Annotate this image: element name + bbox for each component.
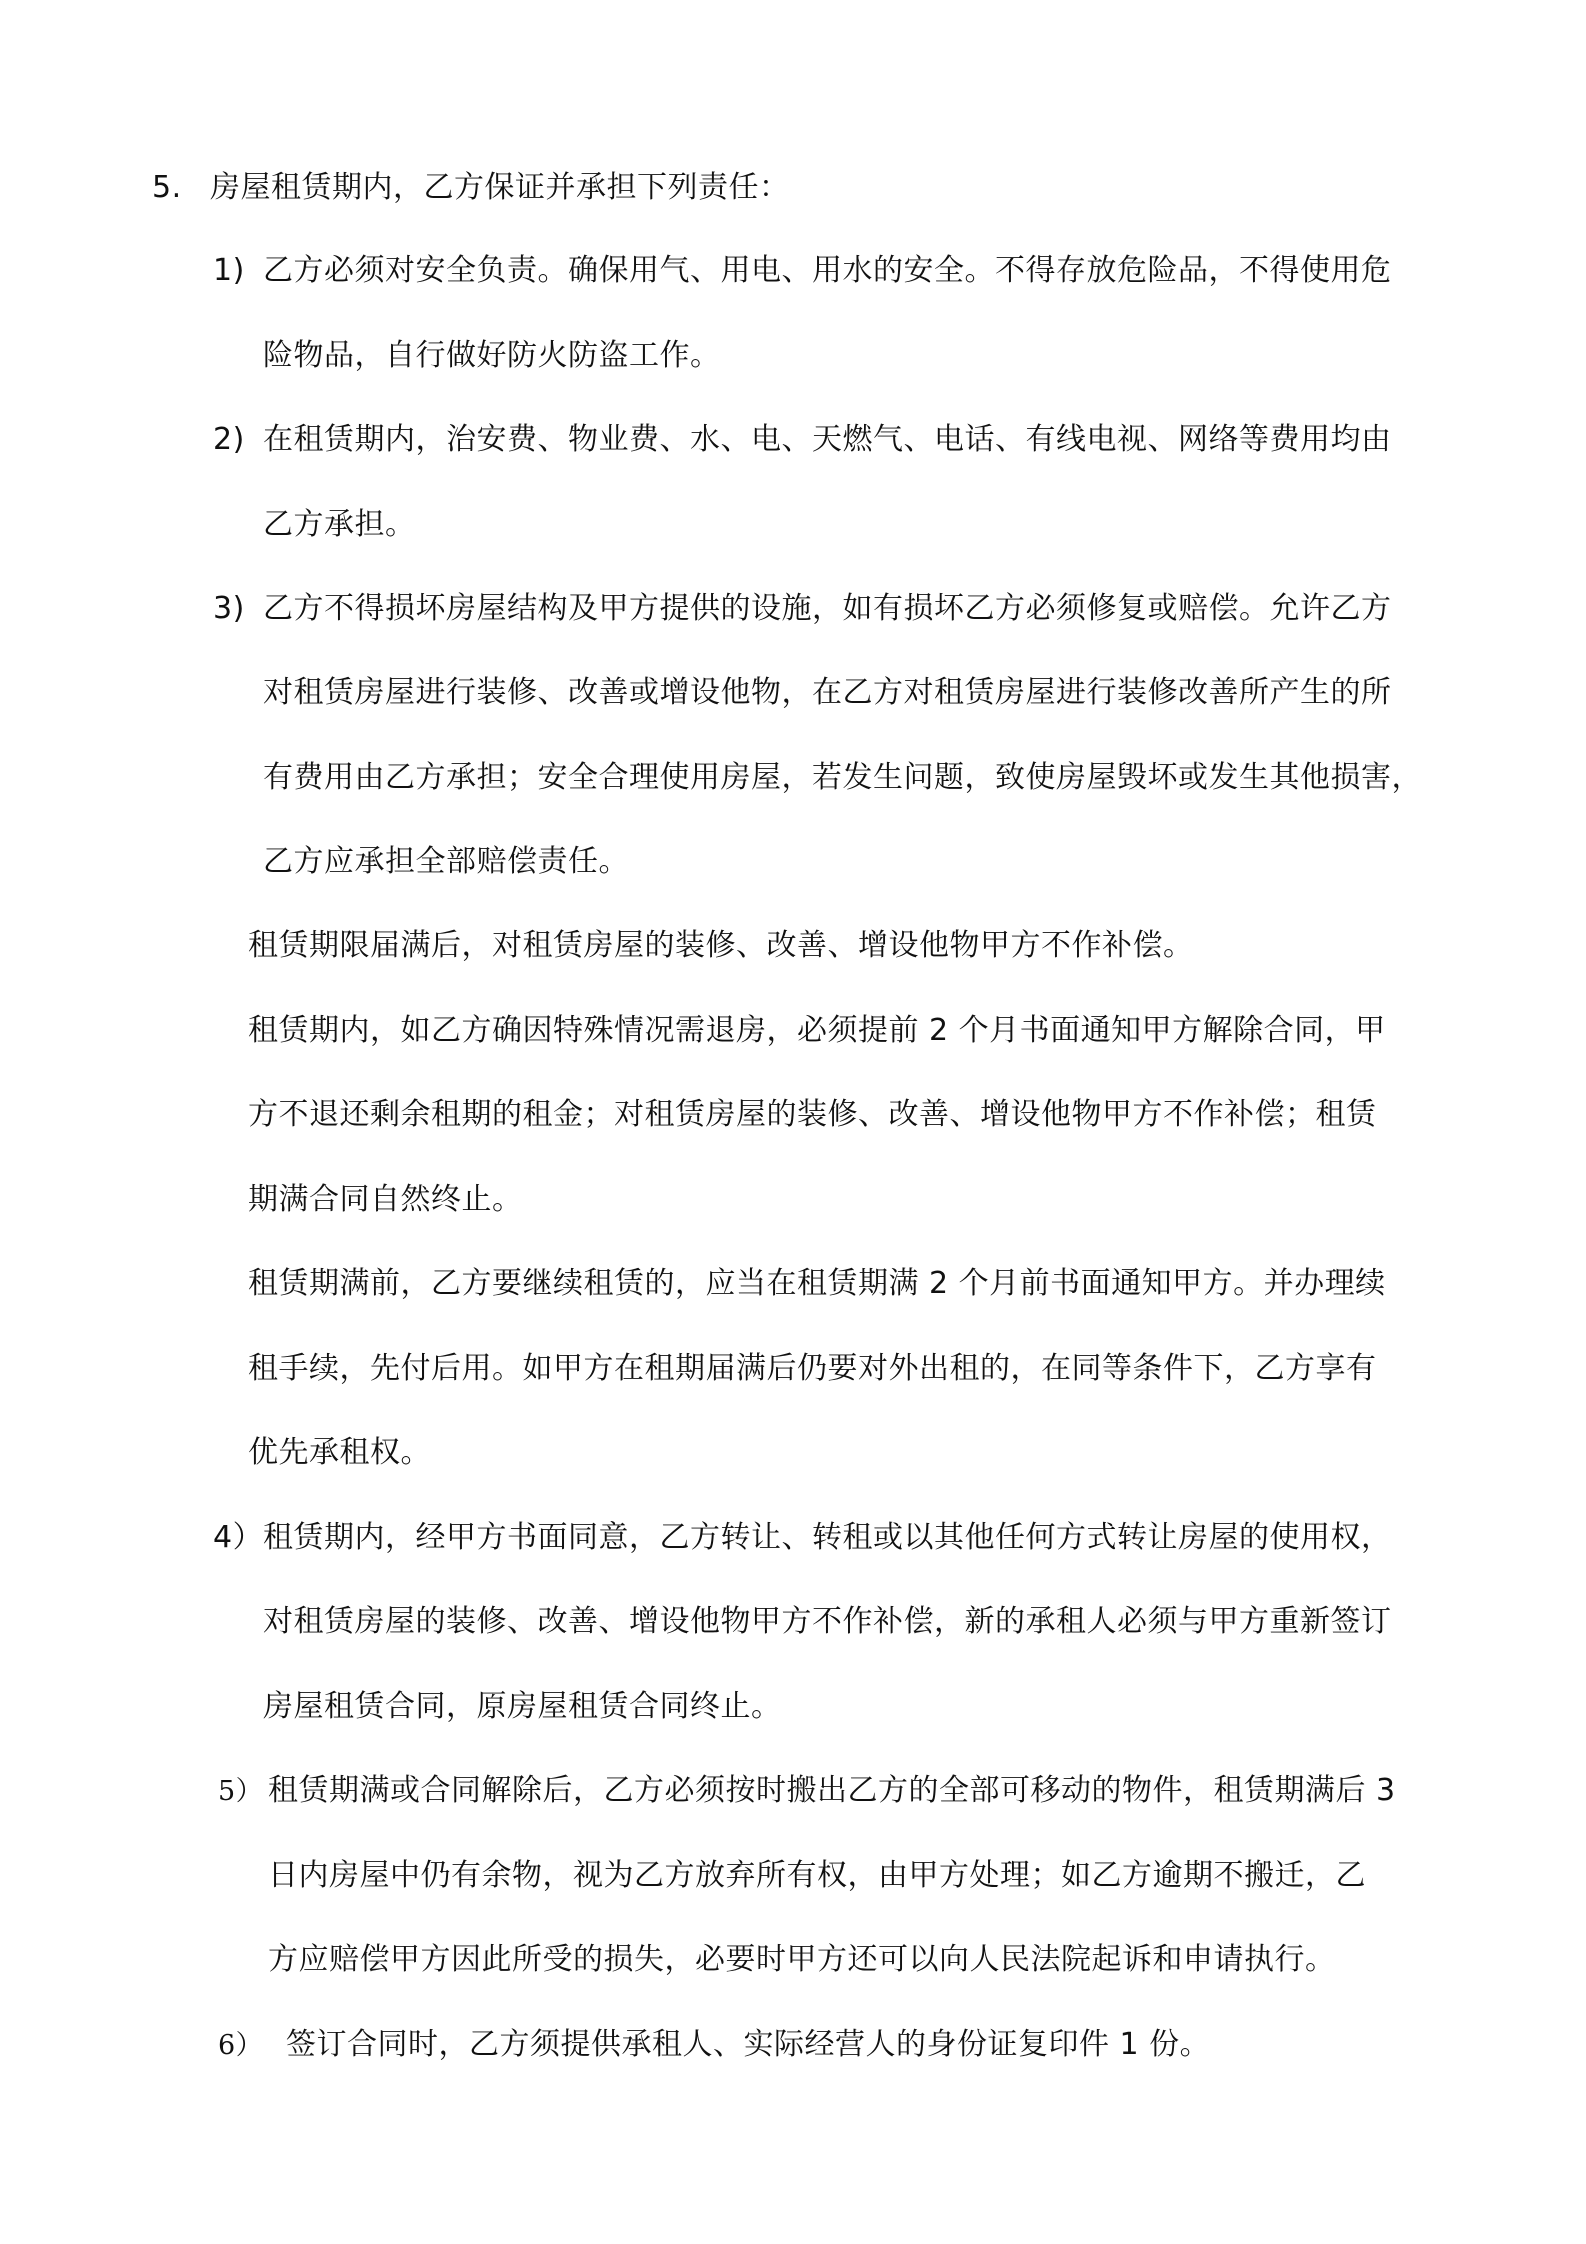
- item-1-text: 乙方必须对安全负责。确保用气、用电、用水的安全。不得存放危险品，不得使用危: [263, 253, 1392, 288]
- section-heading: [152, 168, 790, 208]
- paragraph-1-line-1: 租赁期限届满后，对租赁房屋的装修、改善、增设他物甲方不作补偿。: [248, 928, 1194, 963]
- item-4-text: 租赁期内，经甲方书面同意，乙方转让、转租或以其他任何方式转让房屋的使用权，: [263, 1520, 1392, 1555]
- item-2-line-2: 乙方承担。: [263, 507, 416, 542]
- item-4-line-2: 对租赁房屋的装修、改善、增设他物甲方不作补偿，新的承租人必须与甲方重新签订: [263, 1604, 1392, 1639]
- item-5-line-2: 日内房屋中仍有余物，视为乙方放弃所有权，由甲方处理；如乙方逾期不搬迁，乙: [268, 1858, 1366, 1893]
- paragraph-3-line-1: 租赁期满前，乙方要继续租赁的，应当在租赁期满 2 个月前书面通知甲方。并办理续: [248, 1266, 1386, 1301]
- item-4-number: 4）: [213, 1520, 264, 1555]
- item-3-line-1: [213, 589, 1392, 629]
- item-5-number: 5）: [218, 1776, 264, 1807]
- item-1-number: 1): [213, 253, 245, 288]
- item-5-line-1: [218, 1771, 1396, 1812]
- item-6-text: 签订合同时，乙方须提供承租人、实际经营人的身份证复印件 1 份。: [286, 2027, 1211, 2062]
- item-5-text: 租赁期满或合同解除后，乙方必须按时搬出乙方的全部可移动的物件，租赁期满后 3: [268, 1773, 1396, 1808]
- paragraph-2-line-2: 方不退还剩余租期的租金；对租赁房屋的装修、改善、增设他物甲方不作补偿；租赁: [248, 1097, 1377, 1132]
- section-number: 5.: [152, 170, 182, 205]
- item-5-line-3: 方应赔偿甲方因此所受的损失，必要时甲方还可以向人民法院起诉和申请执行。: [268, 1942, 1336, 1977]
- paragraph-2-line-1: 租赁期内，如乙方确因特殊情况需退房，必须提前 2 个月书面通知甲方解除合同，甲: [248, 1013, 1386, 1048]
- item-6-line-1: [218, 2025, 1210, 2066]
- item-1-line-2: 险物品，自行做好防火防盗工作。: [263, 338, 721, 373]
- item-4-line-3: 房屋租赁合同，原房屋租赁合同终止。: [263, 1689, 782, 1724]
- paragraph-3-line-2: 租手续，先付后用。如甲方在租期届满后仍要对外出租的，在同等条件下，乙方享有: [248, 1351, 1377, 1386]
- item-3-text: 乙方不得损坏房屋结构及甲方提供的设施，如有损坏乙方必须修复或赔偿。允许乙方: [263, 591, 1392, 626]
- item-2-text: 在租赁期内，治安费、物业费、水、电、天燃气、电话、有线电视、网络等费用均由: [263, 422, 1392, 457]
- item-6-number: 6）: [218, 2030, 264, 2061]
- item-2-line-1: [213, 420, 1392, 460]
- item-3-number: 3): [213, 591, 245, 626]
- item-1-line-1: [213, 251, 1392, 291]
- item-3-line-2: 对租赁房屋进行装修、改善或增设他物，在乙方对租赁房屋进行装修改善所产生的所: [263, 675, 1392, 710]
- paragraph-3-line-3: 优先承租权。: [248, 1435, 431, 1470]
- section-heading-text: 房屋租赁期内，乙方保证并承担下列责任：: [210, 170, 790, 205]
- item-4-line-1: [213, 1518, 1392, 1558]
- item-3-line-4: 乙方应承担全部赔偿责任。: [263, 844, 629, 879]
- paragraph-2-line-3: 期满合同自然终止。: [248, 1182, 523, 1217]
- item-3-line-3: 有费用由乙方承担；安全合理使用房屋，若发生问题，致使房屋毁坏或发生其他损害，: [263, 760, 1422, 795]
- item-2-number: 2): [213, 422, 245, 457]
